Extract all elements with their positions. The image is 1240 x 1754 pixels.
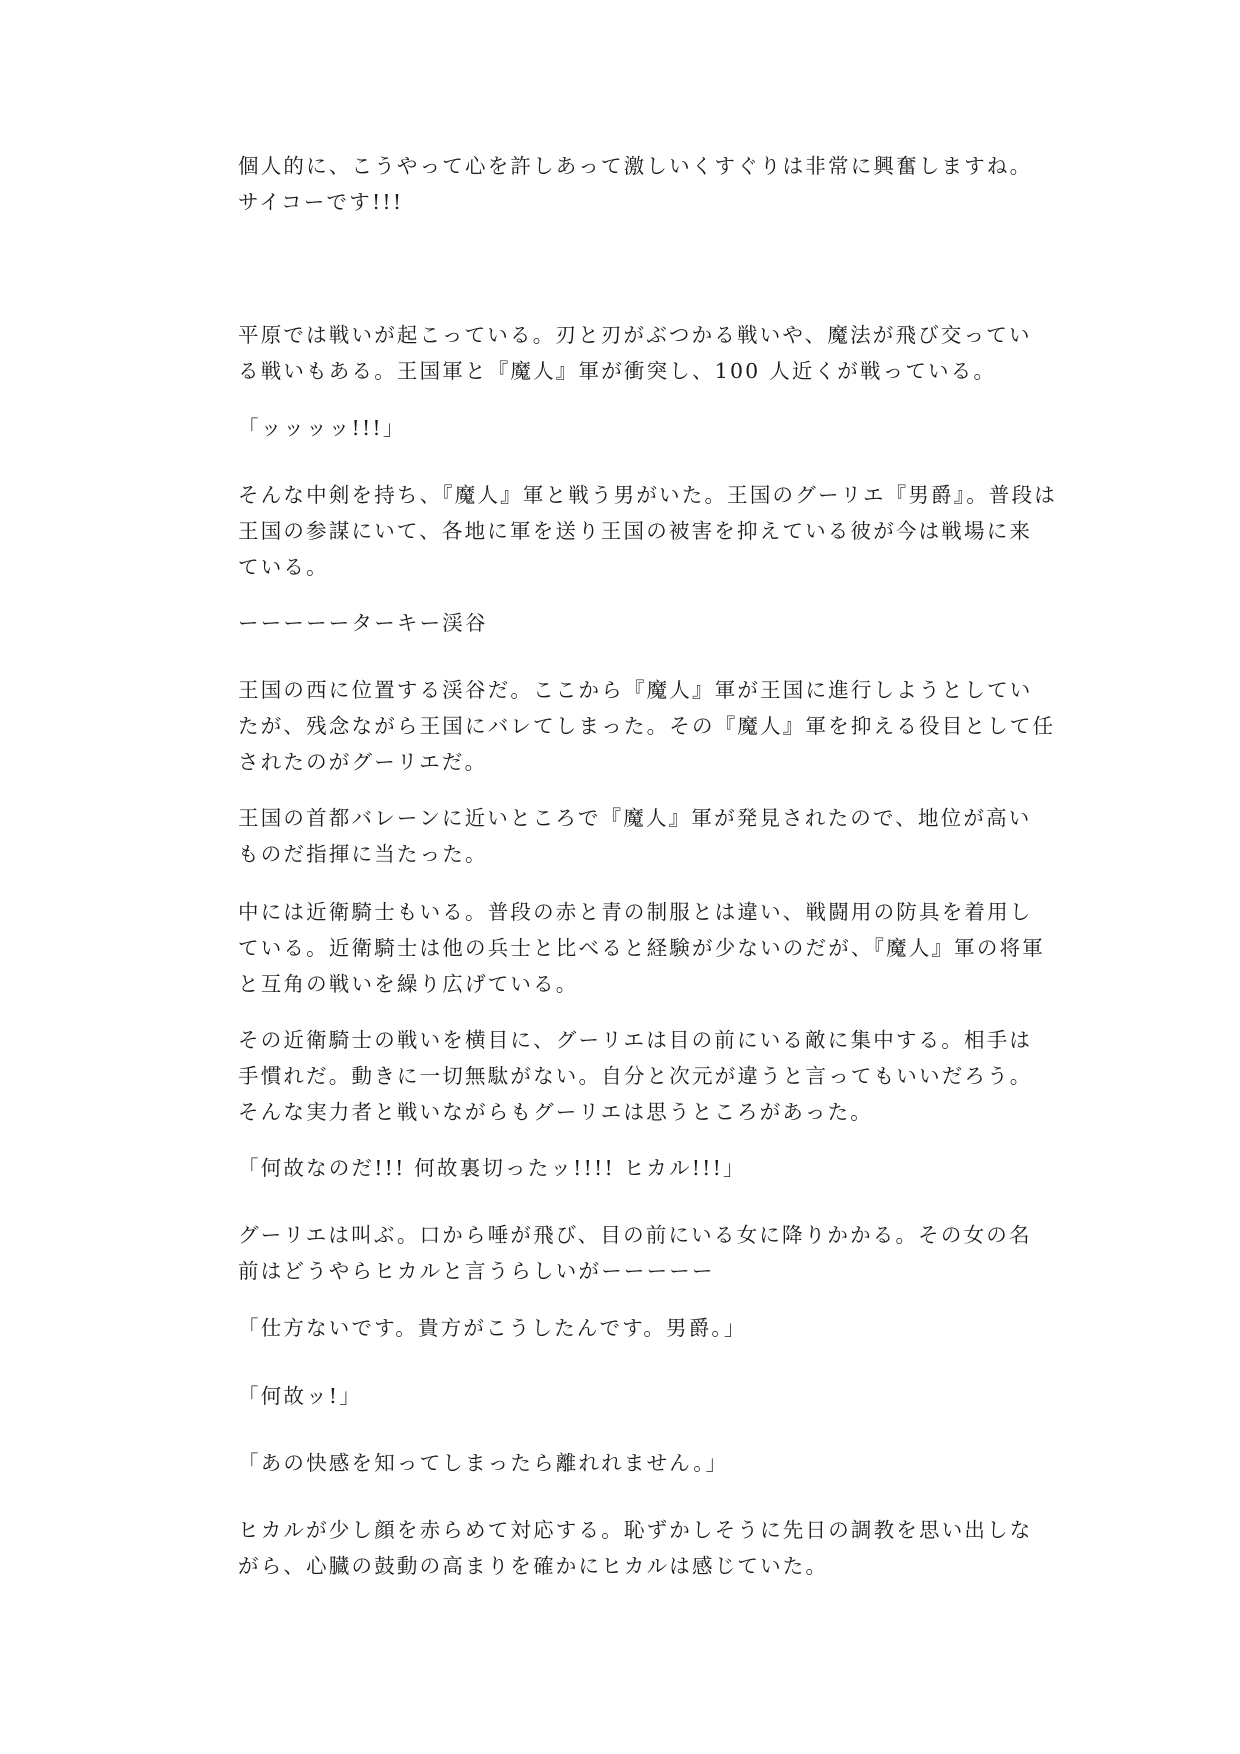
text-line: その近衛騎士の戦いを横目に、グーリエは目の前にいる敵に集中する。相手は — [238, 1028, 1033, 1052]
text-line: ている。近衛騎士は他の兵士と比べると経験が少ないのだが、『魔人』軍の将軍 — [238, 936, 1045, 960]
text-line: ーーーーーターキー渓谷 — [238, 611, 488, 635]
text-line: たが、残念ながら王国にバレてしまった。その『魔人』軍を抑える役目として任 — [238, 714, 1056, 738]
text-line: 王国の首都バレーンに近いところで『魔人』軍が発見されたので、地位が高い — [238, 806, 1032, 830]
paragraph — [238, 148, 1033, 220]
paragraph — [238, 410, 1008, 446]
paragraph — [238, 1378, 1008, 1414]
text-line: 王国の参謀にいて、各地に軍を送り王国の被害を抑えている彼が今は戦場に来 — [238, 519, 1033, 543]
text-line: ヒカルが少し顔を赤らめて対応する。恥ずかしそうに先日の調教を思い出しな — [238, 1518, 1033, 1542]
paragraph — [238, 605, 1008, 641]
paragraph — [238, 1217, 1032, 1289]
text-line: 王国の西に位置する渓谷だ。ここから『魔人』軍が王国に進行しようとしてい — [238, 678, 1033, 702]
text-line: サイコーです!!! — [238, 190, 404, 214]
paragraph — [238, 1512, 1033, 1584]
paragraph — [238, 317, 1032, 389]
text-line: がら、心臓の鼓動の高まりを確かにヒカルは感じていた。 — [238, 1554, 829, 1578]
text-line: 平原では戦いが起こっている。刃と刃がぶつかる戦いや、魔法が飛び交ってい — [238, 323, 1032, 347]
text-line: 「あの快感を知ってしまったら離れれません。」 — [238, 1451, 729, 1475]
paragraph — [238, 1022, 1033, 1130]
text-line: 前はどうやらヒカルと言うらしいがーーーーー — [238, 1259, 715, 1283]
text-line: 「仕方ないです。貴方がこうしたんです。男爵。」 — [238, 1316, 747, 1340]
paragraph — [238, 800, 1032, 872]
text-line: 手慣れだ。動きに一切無駄がない。自分と次元が違うと言ってもいいだろう。 — [238, 1064, 1033, 1088]
paragraph — [238, 1310, 1008, 1346]
text-line: グーリエは叫ぶ。口から唾が飛び、目の前にいる女に降りかかる。その女の名 — [238, 1223, 1032, 1247]
paragraph — [238, 1445, 1008, 1481]
text-line: 「何故なのだ!!! 何故裏切ったッ!!!! ヒカル!!!」 — [238, 1156, 746, 1180]
text-line: 「何故ッ!」 — [238, 1384, 362, 1408]
paragraph — [238, 672, 1056, 780]
text-line: る戦いもある。王国軍と『魔人』軍が衝突し、100 人近くが戦っている。 — [238, 359, 997, 383]
text-line: ものだ指揮に当たった。 — [238, 842, 488, 866]
text-line: ている。 — [238, 555, 329, 579]
text-line: そんな実力者と戦いながらもグーリエは思うところがあった。 — [238, 1100, 873, 1124]
text-line: 「ッッッッ!!!」 — [238, 416, 406, 440]
text-line: そんな中剣を持ち、『魔人』軍と戦う男がいた。王国のグーリエ『男爵』。普段は — [238, 483, 1057, 507]
text-line: 個人的に、こうやって心を許しあって激しいくすぐりは非常に興奮しますね。 — [238, 154, 1033, 178]
text-line: と互角の戦いを繰り広げている。 — [238, 972, 579, 996]
paragraph — [238, 477, 1057, 585]
paragraph — [238, 1150, 1008, 1186]
text-line: されたのがグーリエだ。 — [238, 750, 488, 774]
text-line: 中には近衛騎士もいる。普段の赤と青の制服とは違い、戦闘用の防具を着用し — [238, 900, 1033, 924]
paragraph — [238, 894, 1045, 1002]
